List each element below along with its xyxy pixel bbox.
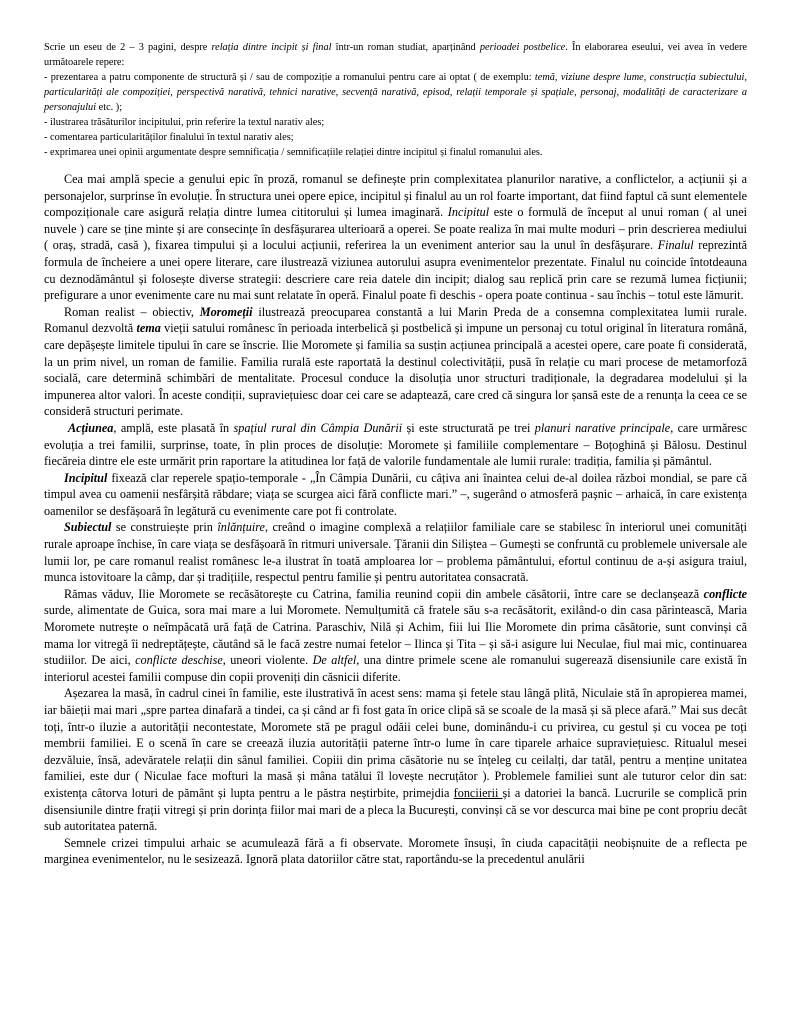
task-intro: Scrie un eseu de 2 – 3 pagini, despre relația dintre incipit și final într-un roman studiat, aparținând perioadei postbelice. În elaborarea eseului, vei avea în vedere următoarele repere: (44, 42, 747, 68)
essay-paragraph-2: Roman realist – obiectiv, Moromeții ilustrează preocuparea constantă a lui Marin Preda de a consemna complexitatea lumii rurale. Romanul dezvoltă tema vieții satului românesc în perioada interbelică și postbelică și impune un personaj cu totul original în literatura română, care depășește limitele tipului în care se înscrie. Ilie Moromete și familia sa susțin acțiunea principală a acestei opere, care poate fi considerată, la un prim nivel, un roman de familie. Familia rurală este raportată la destinul colectivității, pusă în relație cu mari procese de metamorfoză socială, care determină schimbări de mentalitate. Procesul conduce la disoluția unor structuri tradiționale, la degradarea modelului și la impunerea altor valori. În aceste condiții, supraviețuiesc doar cei care se adaptează, care cred că singura lor șansă este de a renunța la ceea ce se consideră structuri perimate. (44, 304, 748, 419)
essay-paragraph-6: Rămas văduv, Ilie Moromete se recăsătorește cu Catrina, familia reunind copii din ambele căsătorii, între care se declanșează conflicte surde, alimentate de Guica, sora mai mare a lui Moromete. Nemulțumită că fratele său s-a recăsătorit, exilând-o din casa părintească, Maria Moromete nutrește o neîmpăcată ură față de Catrina. Paraschiv, Nilă și Achim, fiii lui Ilie Moromete din prima căsătorie, sunt convinși că mama lor vitregă îi nedreptățește, căutând să le facă zestre numai fetelor – Ilinca și Tita – și să-i asigure lui Neculae, fiul mai mic, continuarea studiilor. De aici, conflicte deschise, uneori violente. De altfel, una dintre primele scene ale romanului sugerează disensiunile care există în interiorul acestei familii compuse din copii proveniți din căsnicii diferite. (44, 586, 747, 684)
essay-paragraph-4: Incipitul fixează clar reperele spațio-temporale - „În Câmpia Dunării, cu câțiva ani înaintea celui de-al doilea război mondial, se pare că timpul avea cu oamenii nesfârșită răbdare; viața se scurgea aici fără conflicte mari.” –, sugerând o atmosferă pașnic – arhaică, în care existența oamenilor se desfășoară în legătură cu evenimente care pot fi controlate. (44, 470, 747, 518)
task-requirement-2: - ilustrarea trăsăturilor incipitului, prin referire la textul narativ ales; (44, 117, 325, 128)
task-requirement-4: - exprimarea unei opinii argumentate despre semnificația / semnificațiile relației dintre incipitul și finalul romanului ales. (44, 147, 543, 158)
essay-paragraph-7: Așezarea la masă, în cadrul cinei în familie, este ilustrativă în acest sens: mama și fetele stau lângă plită, Niculaie stă în apropierea mamei, iar băieții mai mari „spre partea dinafară a tindei, ca și când ar fi fost gata în orice clipă să se scoale de la masă și să plece afară.” Mai sus decât toți, într-o iluzie a autorității necontestate, Moromete stă pe pragul odăii celei bune, dominându-i cu privirea, cu gestul și cu vocea pe toți membrii familiei. E o scenă în care se creează iluzia autorității paterne într-o lume în care tiparele arhaice supraviețuiesc. Ritualul mesei dezvăluie, însă, adevăratele relații din sânul familiei. Copiii din prima căsătorie nu se înțeleg cu ceilalți, dar tatăl, pentru a menține unitatea familiei, este dur ( Niculae face mofturi la masă și mâna tatălui îl lovește necruțător ). Problemele familiei sunt ale tuturor celor din sat: existența câtorva loturi de pământ și lupta pentru a le păstra neștirbite, primejdia fonciierii și a datoriei la bancă. Lucrurile se complică prin disensiunile dintre frații vitregi și prin dorința fiilor mai mari de a pleca la București, convinși că se vor descurca mai bine pe cont propriu decât sub autoritatea paternă. (44, 686, 748, 834)
essay-paragraph-3: Acțiunea, amplă, este plasată în spațiul rural din Câmpia Dunării și este structurată pe trei planuri narative principale, care urmăresc evoluția a trei familii, surprinse, toate, în plin proces de disoluție: Moromete și familiile complementare – Boțoghină și Bălosu. Destinul fiecăreia dintre ele este urmărit prin raportare la atitudinea lor față de valorile fundamentale ale lumii rurale: tradiția, familia și pământul. (44, 420, 747, 469)
task-requirement-3: - comentarea particularităților finalului în textul narativ ales; (44, 132, 294, 143)
essay-paragraph-8: Semnele crizei timpului arhaic se acumulează fără a fi observate. Moromete însuși, în ciuda capacității neobișnuite de a reflecta pe marginea evenimentelor, nu le sesizează. Ignoră plata datoriilor către stat, raportându-se la precedentul anulării (44, 835, 747, 867)
essay-paragraph-1: Cea mai amplă specie a genului epic în proză, romanul se definește prin complexitatea planurilor narative, a conflictelor, a acțiunii și a personajelor, surprinse în evoluție. În structura unei opere epice, incipitul și finalul au un rol foarte important, dat fiind faptul că sunt elementele compoziționale care asigură relația dintre lumea cititorului și lumea imaginară. Incipitul este o formulă de început al unui roman ( al unei nuvele ) care se ține minte și are consecințe în desfășurarea ulterioară a operei. Se poate realiza în mai multe moduri – prin descrierea mediului ( oraș, stradă, casă ), fixarea timpului și a locului acțiunii, referirea la un eveniment anterior sau la unul în desfășurare. Finalul reprezintă formula de încheiere a unei opere literare, care ilustrează viziunea autorului asupra evenimentelor prezentate. Finalul nu coincide întotdeauna cu deznodământul și folosește diverse strategii: descriere care reia datele din incipit; dialog sau replică prin care se rezumă lumea ficțiunii; prefigurare a unor evenimente care nu mai sunt relatate în operă. Finalul poate fi deschis - opera poate continua - sau închis – totul este lămurit. (44, 172, 747, 303)
essay-body (44, 171, 747, 868)
task-requirement-1: - prezentarea a patru componente de structură și / sau de compoziție a romanului pentru care ai optat ( de exemplu: temă, viziune despre lume, construcția subiectului, particularități ale compoziției, perspectivă narativă, tehnici narative, secvență narativă, episod, relații temporale și spațiale, personaj, modalități de caracterizare a personajului etc. ); (44, 72, 747, 113)
exam-task (44, 40, 747, 160)
essay-paragraph-5: Subiectul se construiește prin înlănțuire, creând o imagine complexă a relațiilor familiale care se stabilesc în interiorul unei comunități rurale aproape închise, în care viața se desfășoară în ritmuri universale. Țăranii din Siliștea – Gumești se confruntă cu problemele universale ale lumii lor, pe care romanul realist românesc le-a ilustrat în toată amploarea lor – problema pământului, efortul continuu de a-și asigura traiul, munca istovitoare la câmp, dar și tradițiile, respectul pentru familie și pentru autoritatea consacrată. (44, 520, 747, 585)
